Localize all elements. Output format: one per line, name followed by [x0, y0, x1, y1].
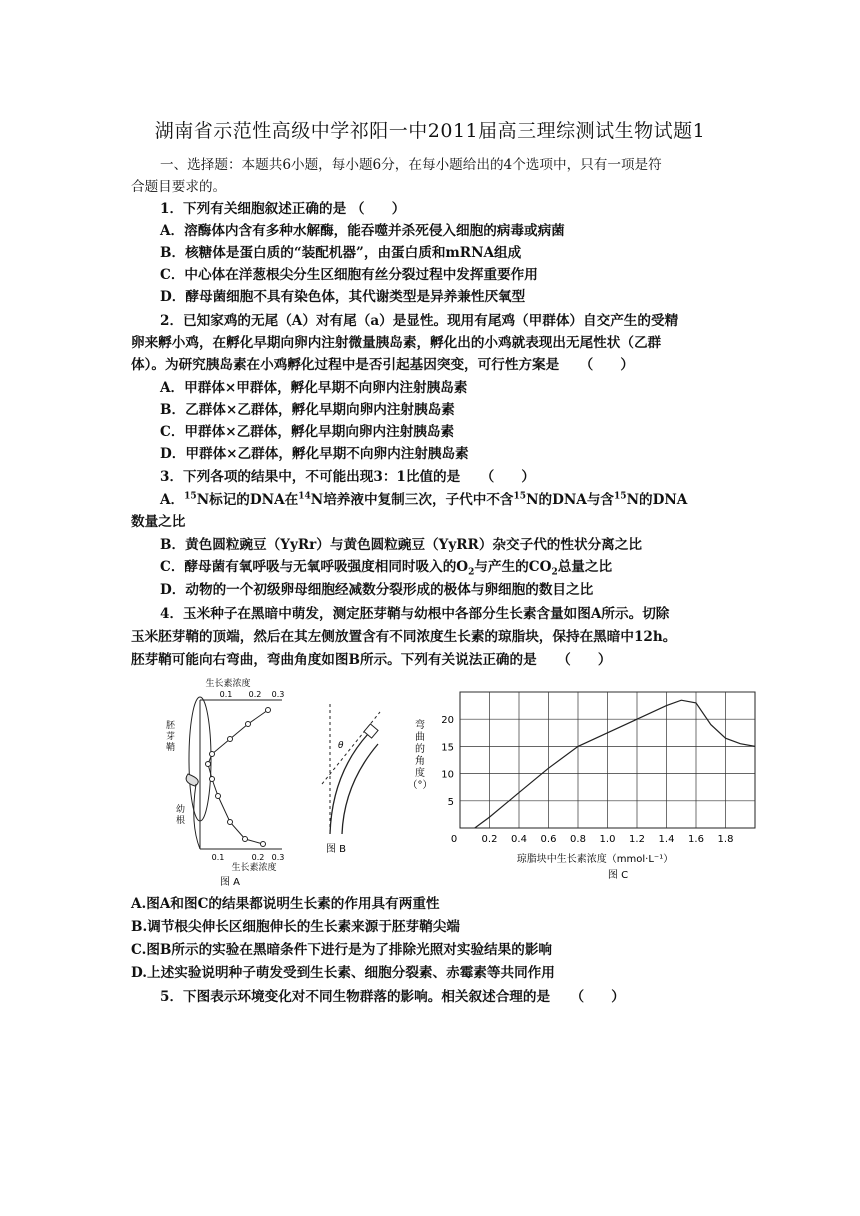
chart-y-tick-label: 10 [441, 769, 454, 781]
chart-x-tick-label: 1.2 [629, 834, 645, 845]
chart-caption: 图 C [607, 870, 629, 881]
figure-a-bottom-tick: 0.3 [271, 853, 285, 862]
figure-a [160, 674, 295, 892]
question-3-option-a: A．$^{15}$N标记的DNA在$^{14}$N培养液中复制三次，子代中不含$^{15}$N的DNA与含$^{15}$N的DNA [160, 491, 688, 508]
question-3-option-a-cont: 数量之比 [131, 514, 186, 530]
question-4-stem-cont: 胚芽鞘可能向右弯曲，弯曲角度如图B所示。下列有关说法正确的是 （ ） [131, 652, 612, 668]
chart-x-tick-label: 1.0 [599, 834, 616, 845]
figure-a-caption: 图 A [219, 877, 241, 888]
question-1-stem: 1．下列有关细胞叙述正确的是 （ ） [160, 201, 406, 217]
figure-a-top-tick: 0.3 [271, 690, 285, 699]
figure-a-top-tick: 0.2 [248, 690, 262, 699]
data-point [210, 777, 215, 782]
chart-y-tick-label: 5 [447, 796, 454, 808]
question-3-stem: 3．下列各项的结果中，不可能出现3：1比值的是 （ ） [160, 469, 536, 485]
question-1-option-a: A．溶酶体内含有多种水解酶，能吞噬并杀死侵入细胞的病毒或病菌 [160, 223, 565, 239]
coleoptile-left-edge [330, 734, 368, 834]
section-intro-cont: 合题目要求的。 [131, 179, 227, 195]
data-point [261, 842, 266, 847]
question-4-stem: 4．玉米种子在黑暗中萌发，测定胚芽鞘与幼根中各部分生长素含量如图A所示。切除 [160, 606, 670, 622]
root-outline [194, 784, 200, 849]
question-4-option-b: B.调节根尖伸长区细胞伸长的生长素来源于胚芽鞘尖端 [131, 919, 460, 935]
question-2-option-a: A．甲群体×甲群体，孵化早期不向卵内注射胰岛素 [160, 380, 468, 396]
chart-x-tick-label: 1.4 [658, 834, 675, 845]
data-point [228, 820, 233, 825]
page-title: 湖南省示范性高级中学祁阳一中2011届高三理综测试生物试题1 [154, 120, 706, 142]
chart-x-tick-label: 0.6 [540, 834, 557, 845]
chart-y-axis-label: 弯曲的角度（°） [407, 720, 433, 791]
figure-a-bottom-axis-label: 生长素浓度 [231, 863, 277, 873]
question-1-option-b: B．核糖体是蛋白质的“装配机器”，由蛋白质和mRNA组成 [160, 245, 522, 261]
chart-x-tick-label: 1.6 [688, 834, 704, 845]
data-point [210, 752, 215, 757]
question-5-stem: 5．下图表示环境变化对不同生物群落的影响。相关叙述合理的是 （ ） [160, 989, 625, 1005]
figure-b [310, 704, 390, 884]
figure-a-bottom-tick: 0.2 [251, 853, 265, 862]
chart-tick-labels [441, 715, 733, 845]
chart-x-tick-label: 1.8 [717, 834, 734, 845]
figure-row [160, 674, 760, 894]
angle-theta-label: θ [338, 741, 344, 751]
data-point [216, 794, 221, 799]
section-intro: 一、选择题：本题共6小题，每小题6分，在每小题给出的4个选项中，只有一项是符 [160, 157, 662, 173]
question-4-option-d: D.上述实验说明种子萌发受到生长素、细胞分裂素、赤霉素等共同作用 [131, 965, 555, 981]
data-point [266, 708, 271, 713]
question-1-option-c: C．中心体在洋葱根尖分生区细胞有丝分裂过程中发挥重要作用 [160, 267, 538, 283]
angle-reference-line [322, 712, 380, 784]
question-3-option-c: C．酵母菌有氧呼吸与无氧呼吸强度相同时吸入的$O_2$与产生的$CO_2$总量之比 [160, 559, 613, 578]
question-2-stem-cont: 体）。为研究胰岛素在小鸡孵化过程中是否引起基因突变，可行性方案是 （ ） [131, 357, 634, 373]
coleoptile-right-edge [342, 744, 378, 834]
question-4-option-a: A.图A和图C的结果都说明生长素的作用具有两重性 [131, 896, 440, 912]
label-coleoptile: 胚芽鞘 [166, 721, 176, 753]
data-point [243, 837, 248, 842]
chart-x-tick-label: 0 [450, 834, 458, 845]
chart-y-tick-label: 15 [441, 742, 454, 754]
chart-x-tick-label: 0.4 [511, 834, 527, 845]
question-3-option-b: B．黄色圆粒豌豆（YyRr）与黄色圆粒豌豆（YyRR）杂交子代的性状分离之比 [160, 537, 642, 553]
question-4-stem-cont: 玉米胚芽鞘的顶端，然后在其左侧放置含有不同浓度生长素的琼脂块，保持在黑暗中12h。 [131, 629, 677, 645]
label-root: 幼根 [176, 805, 186, 826]
figure-b-caption: 图 B [325, 844, 347, 855]
chart-x-tick-label: 0.8 [570, 834, 586, 845]
question-2-stem: 2．已知家鸡的无尾（A）对有尾（a）是显性。现用有尾鸡（甲群体）自交产生的受精 [160, 313, 679, 329]
question-2-option-b: B．乙群体×乙群体，孵化早期向卵内注射胰岛素 [160, 402, 455, 418]
question-1-option-d: D．酵母菌细胞不具有染色体，其代谢类型是异养兼性厌氧型 [160, 289, 526, 305]
data-point [206, 762, 211, 767]
question-2-option-c: C．甲群体×乙群体，孵化早期向卵内注射胰岛素 [160, 424, 455, 440]
figure-a-curve [208, 710, 268, 844]
chart-y-tick-label: 20 [441, 715, 454, 727]
figure-a-top-axis-label: 生长素浓度 [205, 679, 251, 689]
figure-c-chart [400, 680, 760, 890]
question-4-option-c: C.图B所示的实验在黑暗条件下进行是为了排除光照对实验结果的影响 [131, 942, 553, 958]
figure-a-bottom-tick: 0.1 [211, 853, 225, 862]
question-2-option-d: D．甲群体×乙群体，孵化早期不向卵内注射胰岛素 [160, 446, 469, 462]
data-point [228, 737, 233, 742]
question-2-stem-cont: 卵来孵小鸡，在孵化早期向卵内注射微量胰岛素，孵化出的小鸡就表现出无尾性状（乙群 [131, 335, 662, 351]
figure-a-top-tick: 0.1 [219, 690, 233, 699]
chart-grid [460, 692, 755, 828]
data-point [246, 722, 251, 727]
chart-x-tick-label: 0.2 [481, 834, 498, 845]
question-3-option-d: D．动物的一个初级卵母细胞经减数分裂形成的极体与卵细胞的数目之比 [160, 582, 594, 598]
chart-x-axis-label: 琼脂块中生长素浓度（mmol·L⁻¹） [516, 854, 674, 865]
